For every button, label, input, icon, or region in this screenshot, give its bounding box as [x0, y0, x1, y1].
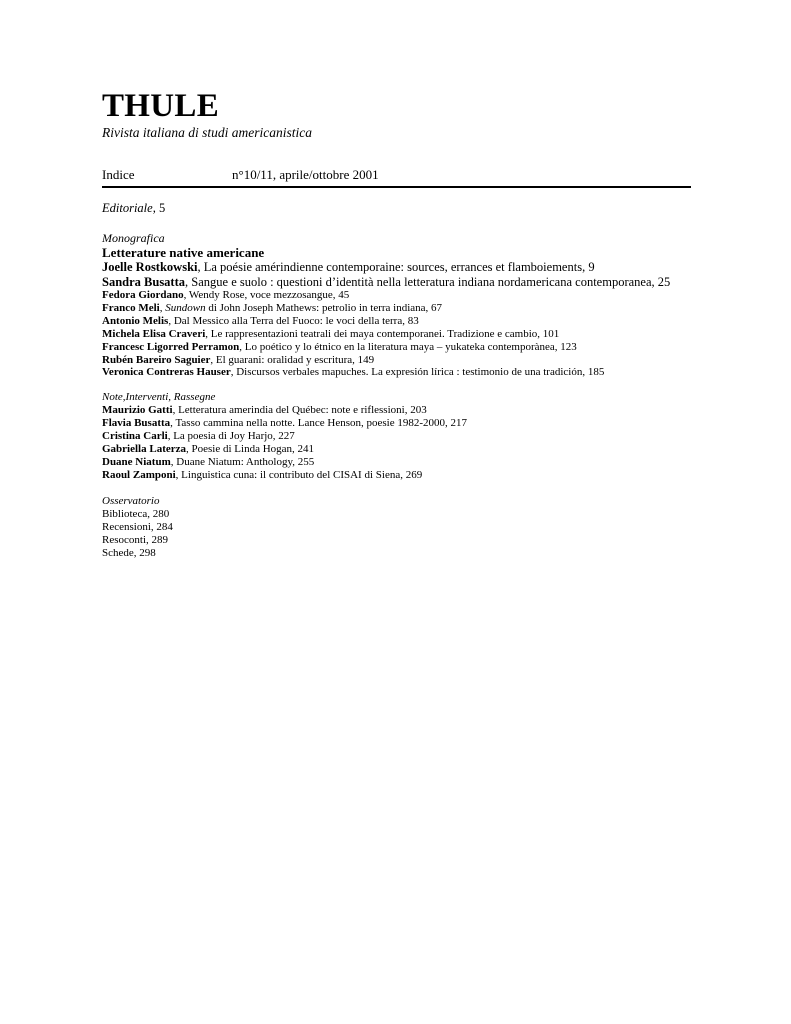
- index-header: [102, 167, 692, 183]
- entry-author: Gabriella Laterza: [102, 443, 187, 456]
- toc-entry: [102, 260, 692, 275]
- toc-entry: [102, 404, 692, 417]
- osservatorio-item: Resoconti, 289: [102, 533, 168, 546]
- entry-text: , Poesie di Linda Hogan, 241: [186, 443, 315, 456]
- entry-text: , Sangue e suolo : questioni d’identità nella letteratura indiana nordamericana contemporanea, 25: [185, 274, 671, 289]
- editoriale-entry: [102, 201, 692, 216]
- entry-text: di John Joseph Mathews: petrolio in terra indiana, 67: [205, 301, 443, 314]
- note-section: [102, 391, 692, 481]
- toc-entry: [102, 430, 692, 443]
- entry-text: , La poesia di Joy Harjo, 227: [167, 430, 295, 443]
- toc-entry: [102, 341, 692, 354]
- header-rule: [102, 186, 691, 188]
- toc-entry: [102, 315, 692, 328]
- osservatorio-label: Osservatorio: [102, 494, 160, 507]
- entry-author: Sandra Busatta: [102, 274, 186, 289]
- note-label: Note,Interventi, Rassegne: [102, 391, 216, 404]
- journal-subtitle: Rivista italiana di studi americanistica: [102, 125, 312, 140]
- toc-entry: [102, 328, 692, 341]
- entry-author: Raoul Zamponi: [102, 468, 176, 481]
- entry-author: Franco Meli: [102, 301, 160, 314]
- toc-entry: [102, 366, 692, 379]
- entry-author: Veronica Contreras Hauser: [102, 366, 231, 379]
- entry-text: , Tasso cammina nella notte. Lance Henson, poesie 1982-2000, 217: [170, 417, 468, 430]
- entry-italic-title: Sundown: [165, 301, 206, 314]
- osservatorio-item: Biblioteca, 280: [102, 507, 170, 520]
- entry-author: Maurizio Gatti: [102, 404, 173, 417]
- osservatorio-item: Schede, 298: [102, 546, 156, 559]
- toc-entry: [102, 275, 692, 290]
- entry-author: Duane Niatum: [102, 455, 171, 468]
- toc-entry: [102, 417, 692, 430]
- entry-text: , Linguistica cuna: il contributo del CISAI di Siena, 269: [175, 468, 423, 481]
- entry-text: , Discursos verbales mapuches. La expresión lírica : testimonio de una tradición, 185: [230, 366, 605, 379]
- entry-text: , La poésie amérindienne contemporaine: sources, errances et flamboiements, 9: [197, 260, 595, 274]
- monografica-title: Letterature native americane: [102, 245, 265, 260]
- entry-text: ,: [159, 301, 166, 314]
- entry-author: Fedora Giordano: [102, 289, 184, 301]
- entry-author: Joelle Rostkowski: [102, 260, 198, 274]
- monografica-label: Monografica: [102, 231, 165, 245]
- toc-entry: [102, 302, 692, 315]
- toc-entry: [102, 289, 692, 302]
- toc-entry: [102, 456, 692, 469]
- entry-text: , Duane Niatum: Anthology, 255: [170, 455, 315, 468]
- entry-author: Flavia Busatta: [102, 417, 171, 430]
- entry-author: Francesc Ligorred Perramon: [102, 340, 240, 353]
- osservatorio-item: Recensioni, 284: [102, 520, 173, 533]
- entry-text: , El guarani: oralidad y escritura, 149: [210, 353, 375, 366]
- editoriale-label: Editoriale,: [102, 201, 156, 215]
- issue-info: n°10/11, aprile/ottobre 2001: [232, 167, 379, 182]
- document-page: [102, 88, 692, 559]
- entry-text: , Lo poético y lo étnico en la literatura maya – yukateka contemporànea, 123: [239, 340, 577, 353]
- editoriale-page: 5: [155, 201, 166, 215]
- entry-author: Michela Elisa Craveri: [102, 327, 206, 340]
- toc-entry: [102, 469, 692, 482]
- monografica-section: [102, 231, 692, 379]
- journal-title: THULE: [102, 88, 220, 124]
- toc-entry: [102, 354, 692, 367]
- entry-author: Cristina Carli: [102, 430, 168, 443]
- entry-text: , Wendy Rose, voce mezzosangue, 45: [183, 289, 350, 301]
- entry-text: , Dal Messico alla Terra del Fuoco: le voci della terra, 83: [168, 314, 419, 327]
- osservatorio-section: [102, 495, 692, 560]
- toc-entry: [102, 443, 692, 456]
- entry-author: Rubén Bareiro Saguier: [102, 353, 211, 366]
- entry-text: , Le rappresentazioni teatrali dei maya contemporanei. Tradizione e cambio, 101: [205, 327, 560, 340]
- entry-author: Antonio Melis: [102, 314, 169, 327]
- index-label: Indice: [102, 167, 135, 182]
- entry-text: , Letteratura amerindia del Québec: note e riflessioni, 203: [172, 404, 427, 417]
